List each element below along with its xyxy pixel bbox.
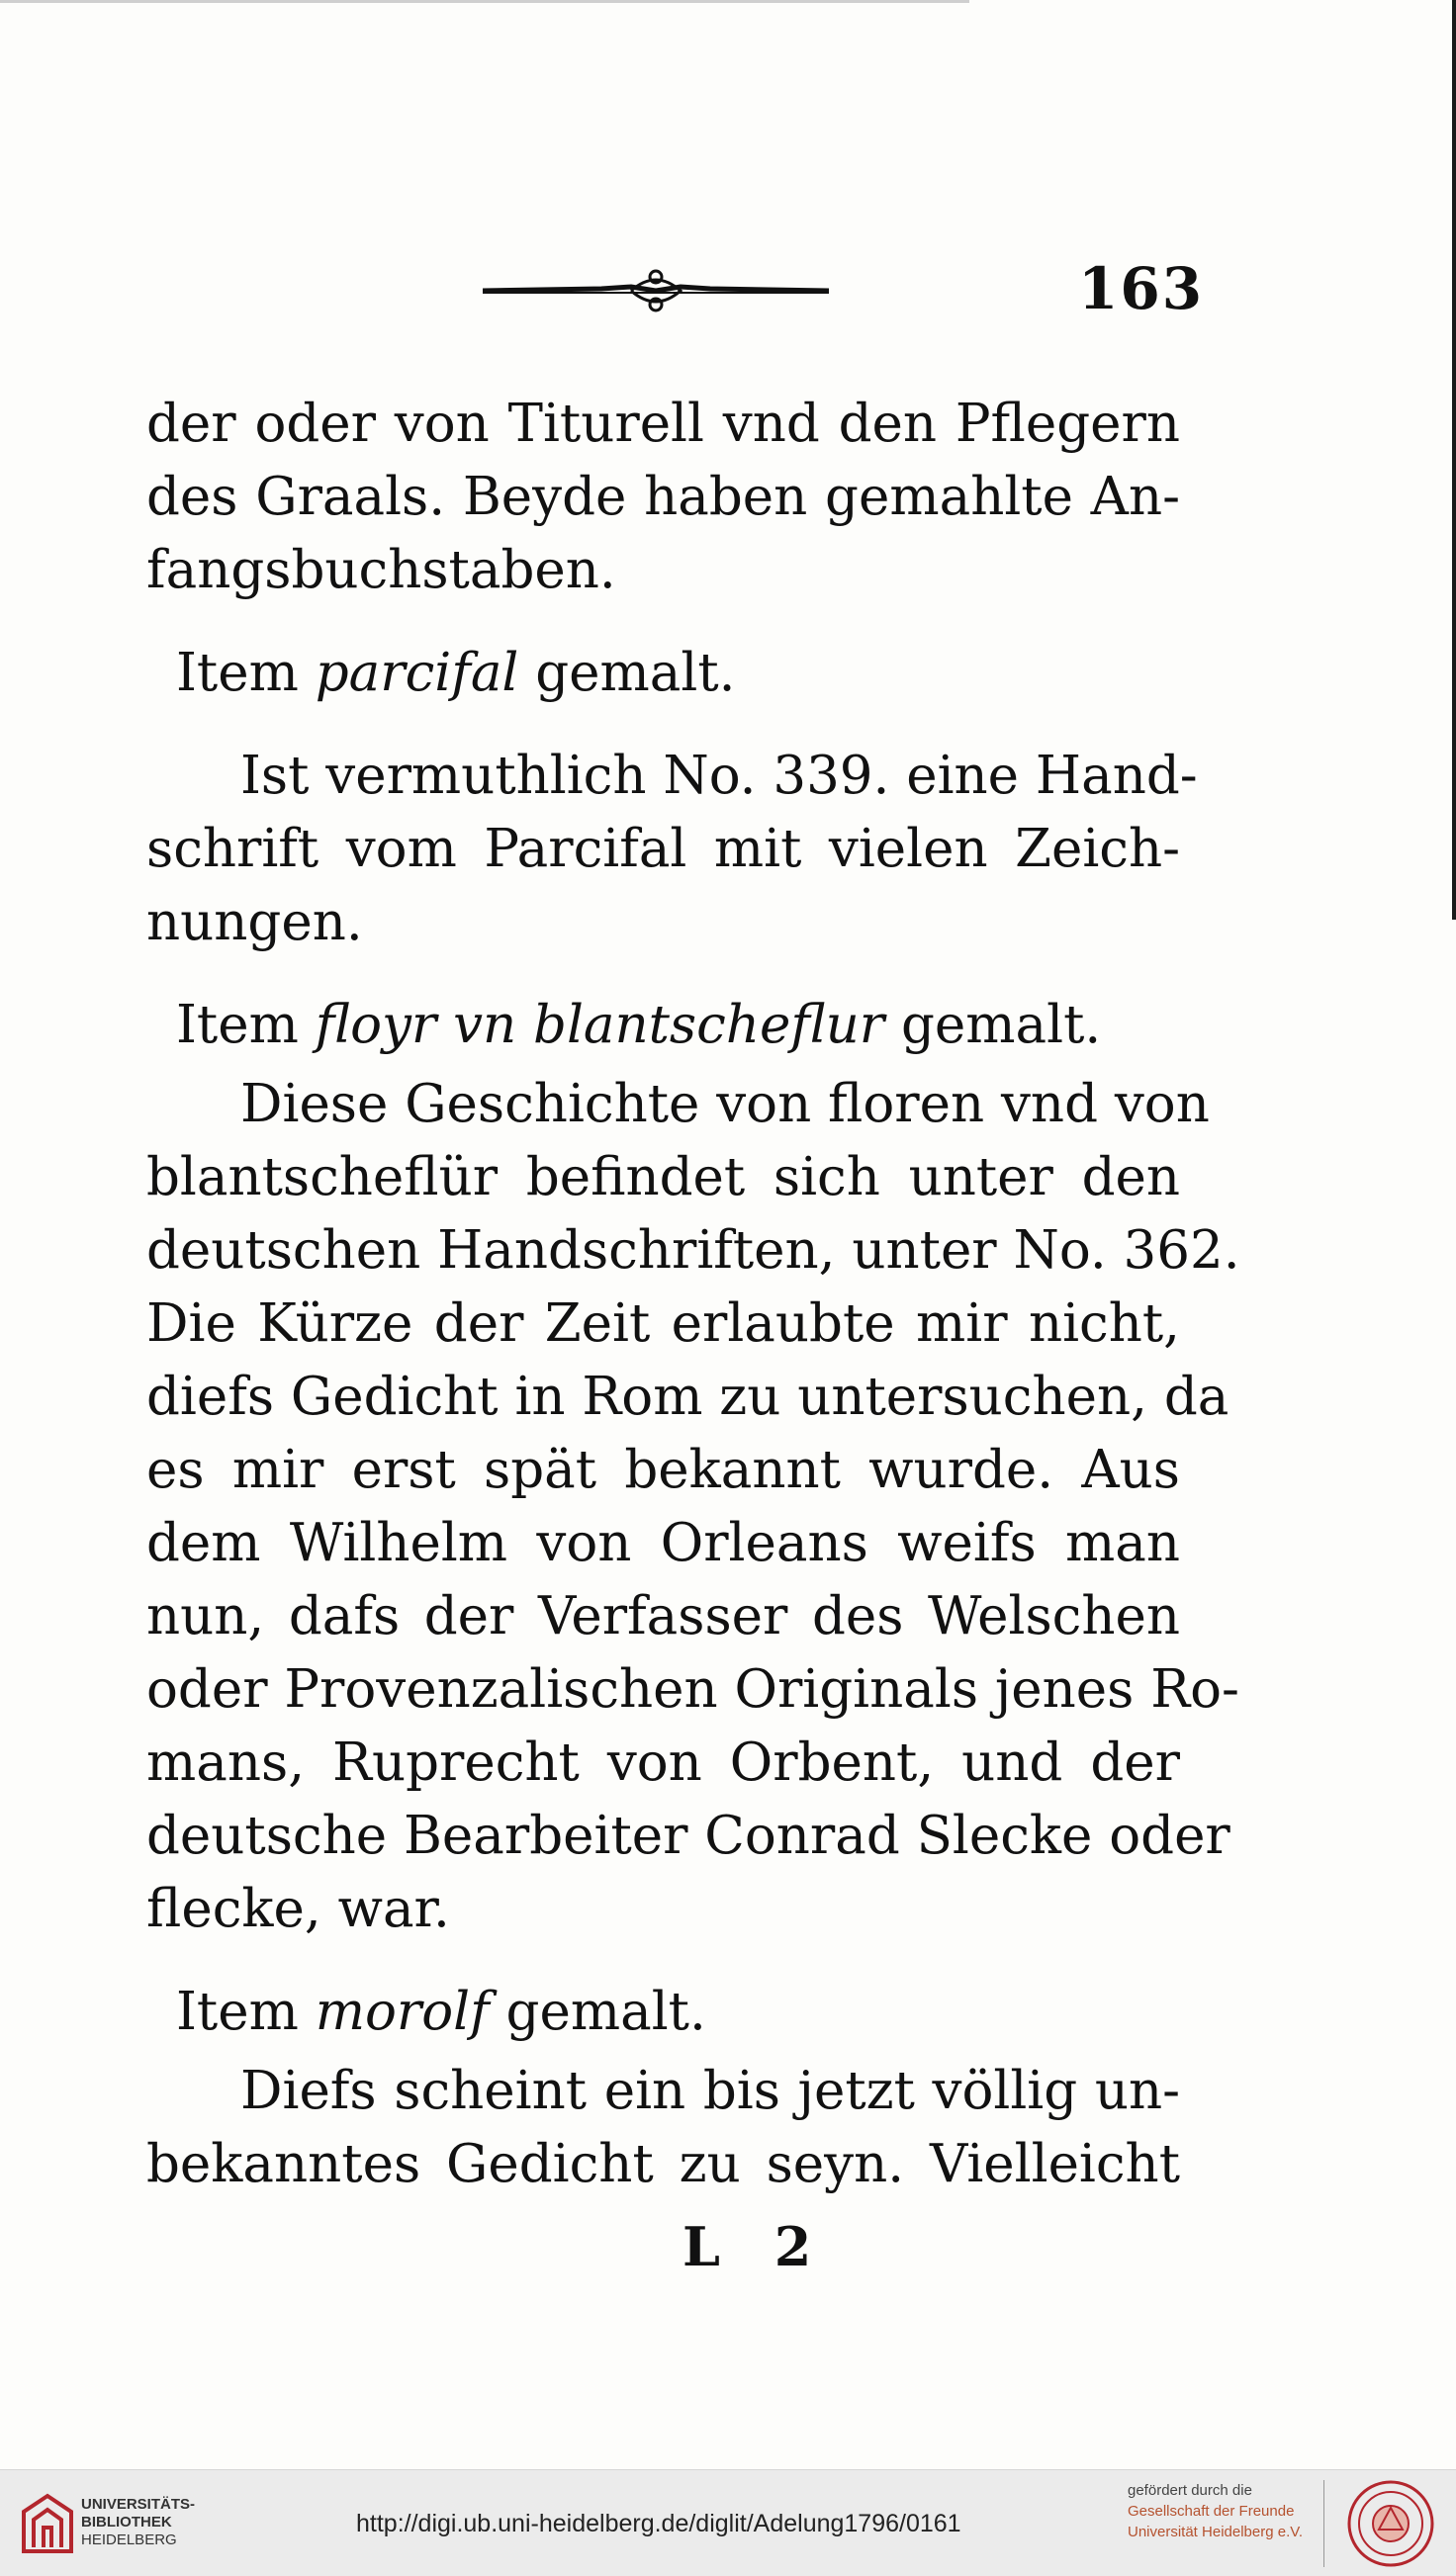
text-line: blantscheflür befindet sich unter den — [146, 1147, 1180, 1207]
ornament-rule-icon — [483, 259, 829, 318]
sponsor-credit[interactable]: gefördert durch die Gesellschaft der Freunde Universität Heidelberg e.V. — [1128, 2482, 1304, 2540]
library-name[interactable]: UNIVERSITÄTS- BIBLIOTHEK HEIDELBERG — [81, 2496, 196, 2548]
divider — [1323, 2480, 1324, 2567]
text-line: schrift vom Parcifal mit vielen Zeich- — [146, 819, 1180, 879]
viewer-footer — [0, 2469, 1456, 2576]
text-line: dem Wilhelm von Orleans weifs man — [146, 1513, 1180, 1573]
permalink-url[interactable]: http://digi.ub.uni-heidelberg.de/diglit/Adelung1796/0161 — [356, 2510, 961, 2537]
text-line: Diefs scheint ein bis jetzt völlig un- — [240, 2061, 1180, 2121]
text-line: mans, Ruprecht von Orbent, und der — [146, 1732, 1180, 1793]
text-line: nun, dafs der Verfasser des Welschen — [146, 1586, 1180, 1646]
text-line: deutschen Handschriften, unter No. 362. — [146, 1220, 1240, 1281]
text-line: des Graals. Beyde haben gemahlte An- — [146, 467, 1180, 527]
item-heading: Item floyr vn blantscheflur gemalt. — [176, 995, 1102, 1055]
university-seal-icon[interactable] — [1345, 2478, 1436, 2569]
scan-top-edge — [0, 0, 969, 3]
text-line: diefs Gedicht in Rom zu untersuchen, da — [146, 1367, 1229, 1427]
text-line: deutsche Bearbeiter Conrad Slecke oder — [146, 1806, 1230, 1866]
page-number: 163 — [1078, 255, 1205, 322]
body-text — [146, 388, 1240, 2201]
text-line: flecke, war. — [146, 1879, 450, 1939]
text-line: Die Kürze der Zeit erlaubte mir nicht, — [146, 1293, 1180, 1354]
text-line: bekanntes Gedicht zu seyn. Vielleicht — [146, 2134, 1180, 2194]
item-heading: Item morolf gemalt. — [176, 1982, 706, 2042]
text-line: Ist vermuthlich No. 339. eine Hand- — [240, 746, 1198, 806]
text-line: fangsbuchstaben. — [146, 540, 616, 600]
text-line: Diese Geschichte von floren vnd von — [240, 1074, 1210, 1134]
text-line: oder Provenzalischen Originals jenes Ro- — [146, 1659, 1239, 1720]
text-line: nungen. — [146, 892, 363, 952]
scan-right-edge — [1452, 0, 1456, 920]
text-line: der oder von Titurell vnd den Pflegern — [146, 394, 1180, 454]
library-logo-icon[interactable] — [20, 2492, 75, 2555]
signature-mark: L 2 — [682, 2215, 830, 2278]
text-line: es mir erst spät bekannt wurde. Aus — [146, 1440, 1180, 1500]
item-heading: Item parcifal gemalt. — [176, 643, 736, 703]
